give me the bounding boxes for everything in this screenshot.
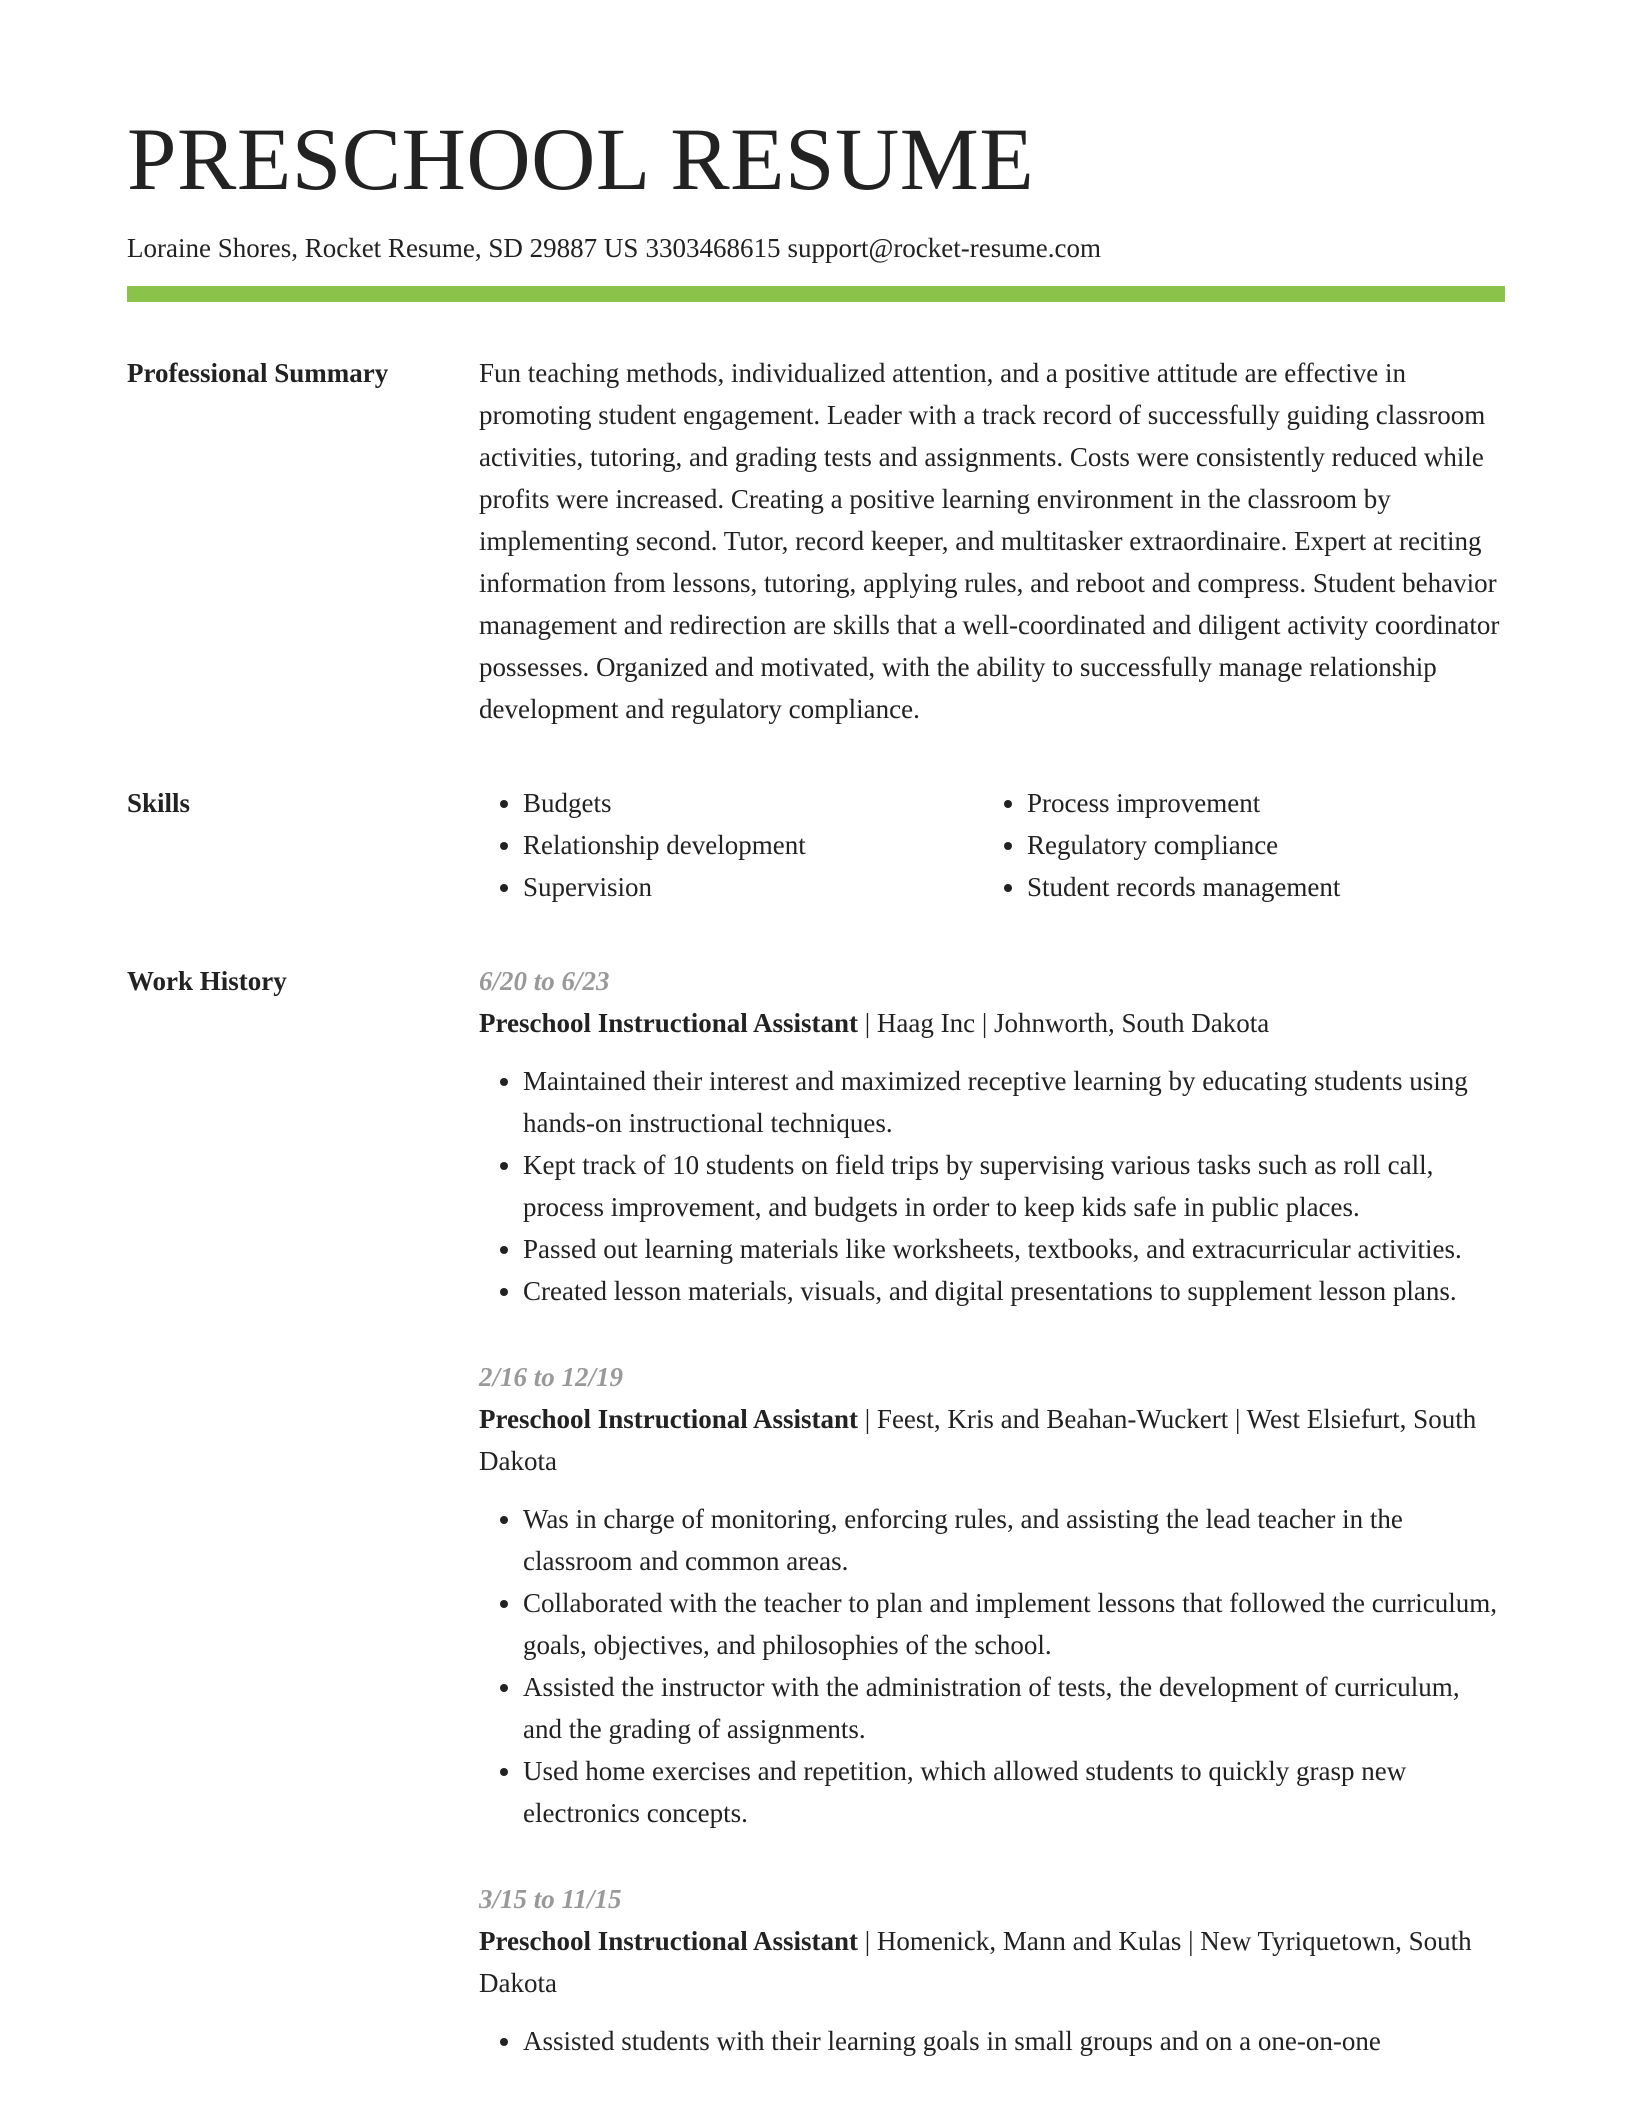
job-dates: 3/15 to 11/15 [479, 1884, 622, 1915]
skills-list-right [983, 782, 1505, 908]
contact-phone: 3303468615 [645, 233, 781, 263]
section-label-work-history: Work History [127, 966, 287, 997]
job-heading [479, 1002, 1505, 1044]
job-title: Preschool Instructional Assistant [479, 1008, 859, 1039]
job-bullet: • Created lesson materials, visuals, and digital presentations to supplement lesson plans. [523, 1270, 1505, 1312]
job-bullet: • Assisted the instructor with the administration of tests, the development of curriculum, and the grading of assignments. [523, 1666, 1505, 1750]
job-bullets [479, 2020, 1505, 2062]
job-bullet: • Kept track of 10 students on field trips by supervising various tasks such as roll call, process improvement, and budgets in order to keep kids safe in public places. [523, 1144, 1505, 1228]
job-heading [479, 1920, 1505, 2004]
job-bullet: • Used home exercises and repetition, which allowed students to quickly grasp new electronics concepts. [523, 1750, 1505, 1834]
skill-item: • Regulatory compliance [1027, 824, 1505, 866]
skills-list-left [479, 782, 983, 908]
job-bullets [479, 1060, 1505, 1312]
resume-title: PRESCHOOL RESUME [127, 111, 1035, 209]
skill-item: • Relationship development [523, 824, 983, 866]
job-details: | Feest, Kris and Beahan-Wuckert | West Elsiefurt, South Dakota [479, 1404, 1477, 1477]
job-heading [479, 1398, 1505, 1482]
job-bullet: • Was in charge of monitoring, enforcing rules, and assisting the lead teacher in the classroom and common areas. [523, 1498, 1505, 1582]
job-entry [479, 960, 1505, 1312]
job-bullet: • Passed out learning materials like worksheets, textbooks, and extracurricular activities. [523, 1228, 1505, 1270]
contact-line [127, 231, 1505, 266]
job-dates: 6/20 to 6/23 [479, 966, 610, 997]
professional-summary-section [127, 352, 1505, 730]
job-bullet: • Assisted students with their learning goals in small groups and on a one-on-one [523, 2020, 1505, 2062]
skill-item: • Supervision [523, 866, 983, 908]
job-details: | Haag Inc | Johnworth, South Dakota [858, 1008, 1270, 1039]
summary-text: Fun teaching methods, individualized attention, and a positive attitude are effective in promoting student engagement. Leader with a track record of successfully guiding classroom activities, tutoring, and grading tests and assignments. Costs were consistently reduced while profits were increased. Creating a positive learning environment in the classroom by implementing second. Tutor, record keeper, and multitasker extraordinaire. Expert at reciting information from lessons, tutoring, applying rules, and reboot and compress. Student behavior management and redirection are skills that a well-coordinated and diligent activity coordinator possesses. Organized and motivated, with the ability to successfully manage relationship development and regulatory compliance. [479, 358, 1500, 725]
job-bullets [479, 1498, 1505, 1834]
job-title: Preschool Instructional Assistant [479, 1926, 859, 1957]
job-title: Preschool Instructional Assistant [479, 1404, 859, 1435]
job-bullet: • Maintained their interest and maximized receptive learning by educating students using hands-on instructional techniques. [523, 1060, 1505, 1144]
job-entry [479, 1356, 1505, 1834]
work-history-section [127, 960, 1505, 2062]
skill-item: • Student records management [1027, 866, 1505, 908]
job-entry [479, 1878, 1505, 2062]
job-bullet: • Collaborated with the teacher to plan and implement lessons that followed the curriculum, goals, objectives, and philosophies of the school. [523, 1582, 1505, 1666]
accent-divider [127, 286, 1505, 302]
job-dates: 2/16 to 12/19 [479, 1362, 624, 1393]
contact-email: support@rocket-resume.com [787, 233, 1101, 263]
skills-grid [479, 782, 1505, 908]
section-label-summary: Professional Summary [127, 358, 389, 389]
summary-body [479, 352, 1505, 730]
section-label-skills: Skills [127, 788, 191, 819]
skills-section [127, 782, 1505, 908]
skill-item: • Budgets [523, 782, 983, 824]
work-history-body [479, 960, 1505, 2062]
job-details: | Homenick, Mann and Kulas | New Tyriquetown, South Dakota [479, 1926, 1472, 1999]
contact-address: Loraine Shores, Rocket Resume, SD 29887 US [127, 233, 639, 263]
skill-item: • Process improvement [1027, 782, 1505, 824]
